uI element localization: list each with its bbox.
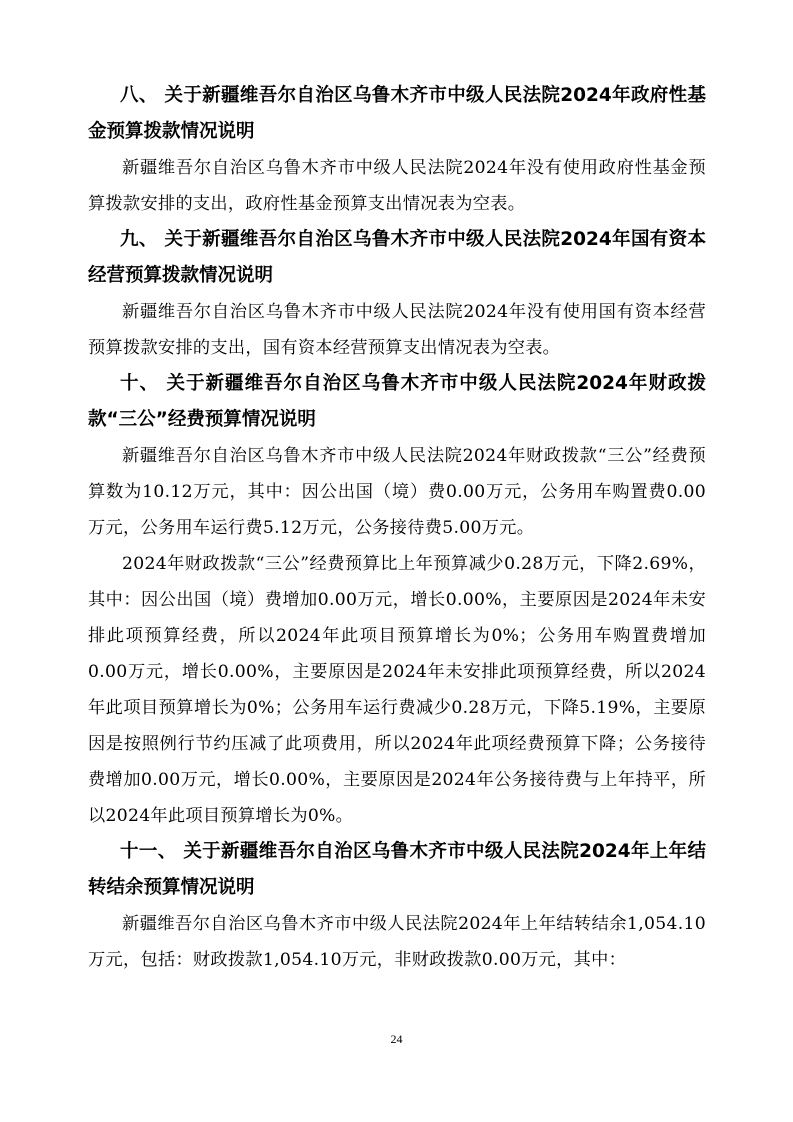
page-number: 24 [390,1032,403,1046]
section-10-heading: 十、 关于新疆维吾尔自治区乌鲁木齐市中级人民法院2024年财政拨款“三公”经费预算情况说明 [88,373,706,430]
section-9-heading: 九、 关于新疆维吾尔自治区乌鲁木齐市中级人民法院2024年国有资本经营预算拨款情况说明 [88,229,706,286]
section-10-paragraph-1: 新疆维吾尔自治区乌鲁木齐市中级人民法院2024年财政拨款“三公”经费预算数为10.12万元，其中：因公出国（境）费0.00万元，公务用车购置费0.00万元，公务用车运行费5.12万元，公务接待费5.00万元。 [88,446,706,538]
document-page [88,78,706,978]
section-9-paragraph: 新疆维吾尔自治区乌鲁木齐市中级人民法院2024年没有使用国有资本经营预算拨款安排的支出，国有资本经营预算支出情况表为空表。 [88,302,706,358]
section-10-paragraph-2: 2024年财政拨款“三公”经费预算比上年预算减少0.28万元，下降2.69%，其中：因公出国（境）费增加0.00万元，增长0.00%，主要原因是2024年未安排此项预算经费，所以2024年此项目预算增长为0%；公务用车购置费增加0.00万元，增长0.00%，主要原因是2024年未安排此项预算经费，所以2024年此项目预算增长为0%；公务用车运行费减少0.28万元，下降5.19%，主要原因是按照例行节约压减了此项费用，所以2024年此项经费预算下降；公务接待费增加0.00万元，增长0.00%，主要原因是2024年公务接待费与上年持平，所以2024年此项目预算增长为0%。 [88,554,706,826]
section-8-heading: 八、 关于新疆维吾尔自治区乌鲁木齐市中级人民法院2024年政府性基金预算拨款情况说明 [88,85,706,142]
section-11-paragraph: 新疆维吾尔自治区乌鲁木齐市中级人民法院2024年上年结转结余1,054.10万元，包括：财政拨款1,054.10万元，非财政拨款0.00万元，其中： [88,914,706,970]
section-11-heading: 十一、 关于新疆维吾尔自治区乌鲁木齐市中级人民法院2024年上年结转结余预算情况说明 [88,841,706,898]
section-8-paragraph: 新疆维吾尔自治区乌鲁木齐市中级人民法院2024年没有使用政府性基金预算拨款安排的支出，政府性基金预算支出情况表为空表。 [88,158,706,214]
